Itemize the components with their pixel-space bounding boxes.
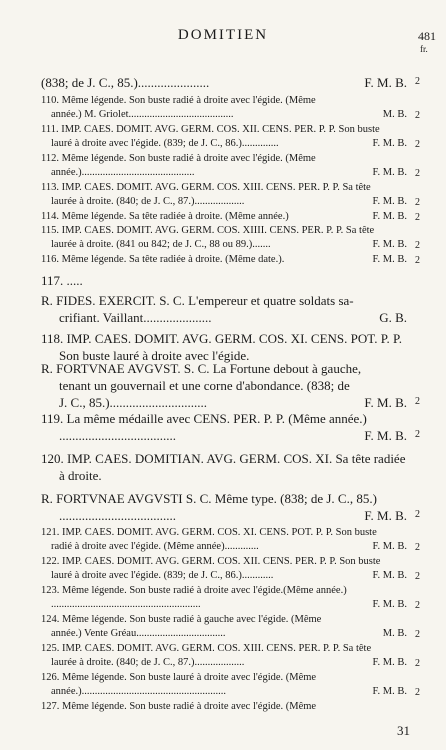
- catalogue-entry: [41, 450, 407, 484]
- grade-label: M. B.: [382, 628, 407, 639]
- entry-text: radié à droite avec l'égide. (Même année).............: [51, 541, 259, 552]
- price-value: 2: [415, 197, 420, 208]
- signature-mark: 31: [397, 723, 410, 738]
- entry-text: .........................................................: [51, 599, 201, 610]
- grade-label: F. M. B.: [372, 657, 407, 668]
- catalogue-entry: [41, 613, 407, 641]
- entry-text: 127. Même légende. Son buste radié à droite avec l'égide. (Même: [41, 701, 317, 712]
- entry-line: [41, 540, 407, 554]
- entry-text: tenant un gouvernail et une corne d'abondance. (838; de: [59, 378, 350, 393]
- catalogue-entry: [41, 152, 407, 180]
- entry-text: 112. Même légende. Son buste radié à droite avec l'égide. (Même: [41, 153, 316, 164]
- catalogue-entry: [41, 272, 407, 289]
- entry-text: 122. IMP. CAES. DOMIT. AVG. GERM. COS. XII. CENS. PER. P. P. Son buste: [41, 556, 381, 567]
- price-value: 2: [415, 629, 420, 640]
- catalogue-entry: [41, 671, 407, 699]
- entry-line: [41, 450, 407, 467]
- entry-text: année.).......................................................: [51, 686, 226, 697]
- catalogue-entry: [41, 181, 407, 209]
- entry-line: [41, 613, 407, 627]
- grade-label: F. M. B.: [372, 196, 407, 207]
- price-value: 2: [415, 396, 420, 407]
- entry-text: 123. Même légende. Son buste radié à droite avec l'égide.(Même année.): [41, 585, 347, 596]
- value-unit-label: fr.: [420, 44, 428, 54]
- grade-label: F. M. B.: [364, 395, 407, 410]
- entry-text: R. FIDES. EXERCIT. S. C. L'empereur et quatre soldats sa-: [41, 293, 354, 308]
- grade-label: M. B.: [382, 109, 407, 120]
- entry-text: 115. IMP. CAES. DOMIT. AVG. GERM. COS. XIIII. CENS. PER. P. P. Sa tête: [41, 225, 375, 236]
- entry-text: laurée à droite. (841 ou 842; de J. C., 88 ou 89.).......: [51, 239, 271, 250]
- catalogue-entry: [41, 642, 407, 670]
- entry-line: [41, 152, 407, 166]
- entry-line: [41, 507, 407, 524]
- catalogue-entry: [41, 584, 407, 612]
- entry-line: [41, 410, 407, 427]
- price-value: 2: [415, 212, 420, 223]
- entry-line: [41, 671, 407, 685]
- entry-text: laurée à droite. (840; de J. C., 87.)...................: [51, 657, 245, 668]
- entry-line: [41, 377, 407, 394]
- entry-line: [41, 94, 407, 108]
- catalogue-entry: [41, 555, 407, 583]
- entry-text: 118. IMP. CAES. DOMIT. AVG. GERM. COS. XI. CENS. POT. P. P.: [41, 331, 403, 346]
- entry-text: année.)...........................................: [51, 167, 195, 178]
- entry-text: 113. IMP. CAES. DOMIT. AVG. GERM. COS. XIII. CENS. PER. P. P. Sa tête: [41, 182, 371, 193]
- price-value: 2: [415, 240, 420, 251]
- entry-text: 114. Même légende. Sa tête radiée à droite. (Même année.): [41, 211, 289, 222]
- entry-text: 125. IMP. CAES. DOMIT. AVG. GERM. COS. XIII. CENS. PER. P. P. Sa tête: [41, 643, 372, 654]
- catalogue-entry: [41, 292, 407, 326]
- entry-text: lauré à droite avec l'égide. (839; de J. C., 86.)............: [51, 570, 274, 581]
- entry-text: ....................................: [59, 508, 176, 523]
- entry-line: [41, 627, 407, 641]
- entry-line: [41, 330, 407, 347]
- catalogue-entry: [41, 224, 407, 252]
- grade-label: F. M. B.: [372, 239, 407, 250]
- entry-line: [41, 360, 407, 377]
- entry-text: 124. Même légende. Son buste radié à gauche avec l'égide. (Même: [41, 614, 322, 625]
- grade-label: F. M. B.: [372, 254, 407, 265]
- entry-line: [41, 685, 407, 699]
- entry-line: [41, 137, 407, 151]
- grade-label: F. M. B.: [364, 428, 407, 443]
- catalogue-entry: [41, 210, 407, 224]
- catalogue-entry: [41, 700, 407, 714]
- catalogue-entry: [41, 490, 407, 524]
- entry-line: [41, 181, 407, 195]
- grade-label: F. M. B.: [372, 686, 407, 697]
- entry-line: [41, 123, 407, 137]
- catalogue-entry: [41, 74, 407, 91]
- catalogue-entry: [41, 94, 407, 122]
- price-value: 2: [415, 110, 420, 121]
- entry-line: [41, 427, 407, 444]
- entry-line: [41, 526, 407, 540]
- entry-line: [41, 272, 407, 289]
- entry-line: [41, 555, 407, 569]
- entry-text: 110. Même légende. Son buste radié à droite avec l'égide. (Même: [41, 95, 316, 106]
- entry-text: à droite.: [59, 468, 102, 483]
- page-title: DOMITIEN: [177, 27, 269, 43]
- entry-text: R. FORTVNAE AVGVSTI S. C. Même type. (838; de J. C., 85.): [41, 491, 377, 506]
- catalogue-entry: [41, 526, 407, 554]
- entry-line: [41, 195, 407, 209]
- grade-label: F. M. B.: [372, 167, 407, 178]
- entry-text: R. FORTVNAE AVGVST. S. C. La Fortune debout à gauche,: [41, 361, 362, 376]
- entry-line: [41, 700, 407, 714]
- entry-text: Son buste lauré à droite avec l'égide.: [59, 348, 250, 363]
- entry-line: [41, 309, 407, 326]
- entry-line: [41, 584, 407, 598]
- entry-text: 119. La même médaille avec CENS. PER. P. P. (Même année.): [41, 411, 367, 426]
- entry-text: laurée à droite. (840; de J. C., 87.)...................: [51, 196, 245, 207]
- grade-label: F. M. B.: [372, 211, 407, 222]
- entry-text: crifiant. Vaillant.....................: [59, 310, 212, 325]
- entry-text: 126. Même légende. Son buste lauré à droite avec l'égide. (Même: [41, 672, 317, 683]
- entry-line: [41, 598, 407, 612]
- catalogue-entry: [41, 360, 407, 411]
- catalogue-entry: [41, 123, 407, 151]
- entry-line: [41, 108, 407, 122]
- entry-line: [41, 166, 407, 180]
- price-value: 2: [415, 509, 420, 520]
- grade-label: F. M. B.: [372, 138, 407, 149]
- entry-line: [41, 394, 407, 411]
- price-value: 2: [415, 429, 420, 440]
- entry-line: [41, 490, 407, 507]
- price-value: 2: [415, 255, 420, 266]
- page-number: 481: [418, 29, 436, 43]
- entry-text: année.) M. Griolet........................................: [51, 109, 234, 120]
- entry-line: [41, 253, 407, 267]
- catalogue-entry: [41, 330, 407, 364]
- entry-text: (838; de J. C., 85.)......................: [41, 75, 210, 90]
- entry-line: [41, 210, 407, 224]
- grade-label: F. M. B.: [364, 508, 407, 523]
- grade-label: G. B.: [379, 310, 407, 325]
- entry-text: 117. .....: [41, 273, 83, 288]
- price-value: 2: [415, 139, 420, 150]
- catalogue-entry: [41, 410, 407, 444]
- grade-label: F. M. B.: [372, 599, 407, 610]
- price-value: 2: [415, 571, 420, 582]
- entry-line: [41, 292, 407, 309]
- entry-text: J. C., 85.)..............................: [59, 395, 208, 410]
- entry-text: 111. IMP. CAES. DOMIT. AVG. GERM. COS. XII. CENS. PER. P. P. Son buste: [41, 124, 380, 135]
- price-value: 2: [415, 168, 420, 179]
- entry-text: 121. IMP. CAES. DOMIT. AVG. GERM. COS. XI. CENS. POT. P. P. Son buste: [41, 527, 377, 538]
- grade-label: F. M. B.: [372, 570, 407, 581]
- catalogue-entry: [41, 253, 407, 267]
- entry-text: ....................................: [59, 428, 176, 443]
- grade-label: F. M. B.: [372, 541, 407, 552]
- grade-label: F. M. B.: [364, 75, 407, 90]
- entry-line: [41, 74, 407, 91]
- entry-line: [41, 656, 407, 670]
- entry-line: [41, 467, 407, 484]
- price-value: 2: [415, 76, 420, 87]
- price-value: 2: [415, 658, 420, 669]
- entry-line: [41, 238, 407, 252]
- price-value: 2: [415, 542, 420, 553]
- price-value: 2: [415, 600, 420, 611]
- entry-line: [41, 224, 407, 238]
- entry-line: [41, 642, 407, 656]
- price-value: 2: [415, 687, 420, 698]
- entry-line: [41, 569, 407, 583]
- entry-text: 120. IMP. CAES. DOMITIAN. AVG. GERM. COS. XI. Sa tête radiée: [41, 451, 406, 466]
- entry-text: lauré à droite avec l'égide. (839; de J. C., 86.)..............: [51, 138, 279, 149]
- entry-text: 116. Même légende. Sa tête radiée à droite. (Même date.).: [41, 254, 285, 265]
- entry-text: année.) Vente Gréau..................................: [51, 628, 226, 639]
